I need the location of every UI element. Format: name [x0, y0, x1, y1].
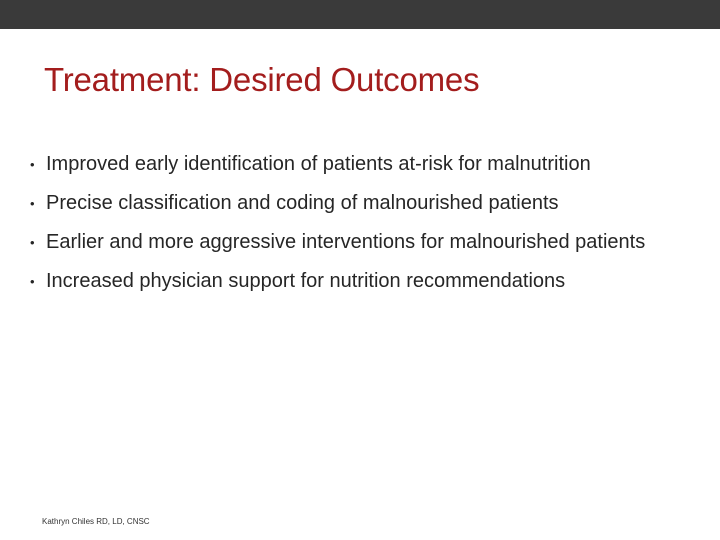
- bullet-text: Increased physician support for nutrition recommendations: [46, 270, 566, 292]
- footer-author: Kathryn Chiles RD, LD, CNSC: [42, 517, 150, 526]
- bullet-text: Precise classification and coding of malnourished patients: [46, 192, 559, 214]
- bullet-item: [30, 228, 710, 257]
- bullet-marker: •: [30, 157, 35, 172]
- bullet-text: Earlier and more aggressive interventions for malnourished patients: [46, 231, 646, 253]
- bullet-marker: •: [30, 274, 35, 289]
- bullet-item: [30, 267, 710, 296]
- bullet-marker: •: [30, 235, 35, 250]
- bullet-item: [30, 189, 710, 218]
- bullet-marker: •: [30, 196, 35, 211]
- slide-title: Treatment: Desired Outcomes: [44, 61, 480, 98]
- bullet-list: [30, 150, 710, 306]
- bullet-text: Improved early identification of patients at-risk for malnutrition: [46, 153, 591, 175]
- top-bar: [0, 0, 720, 29]
- bullet-item: [30, 150, 710, 179]
